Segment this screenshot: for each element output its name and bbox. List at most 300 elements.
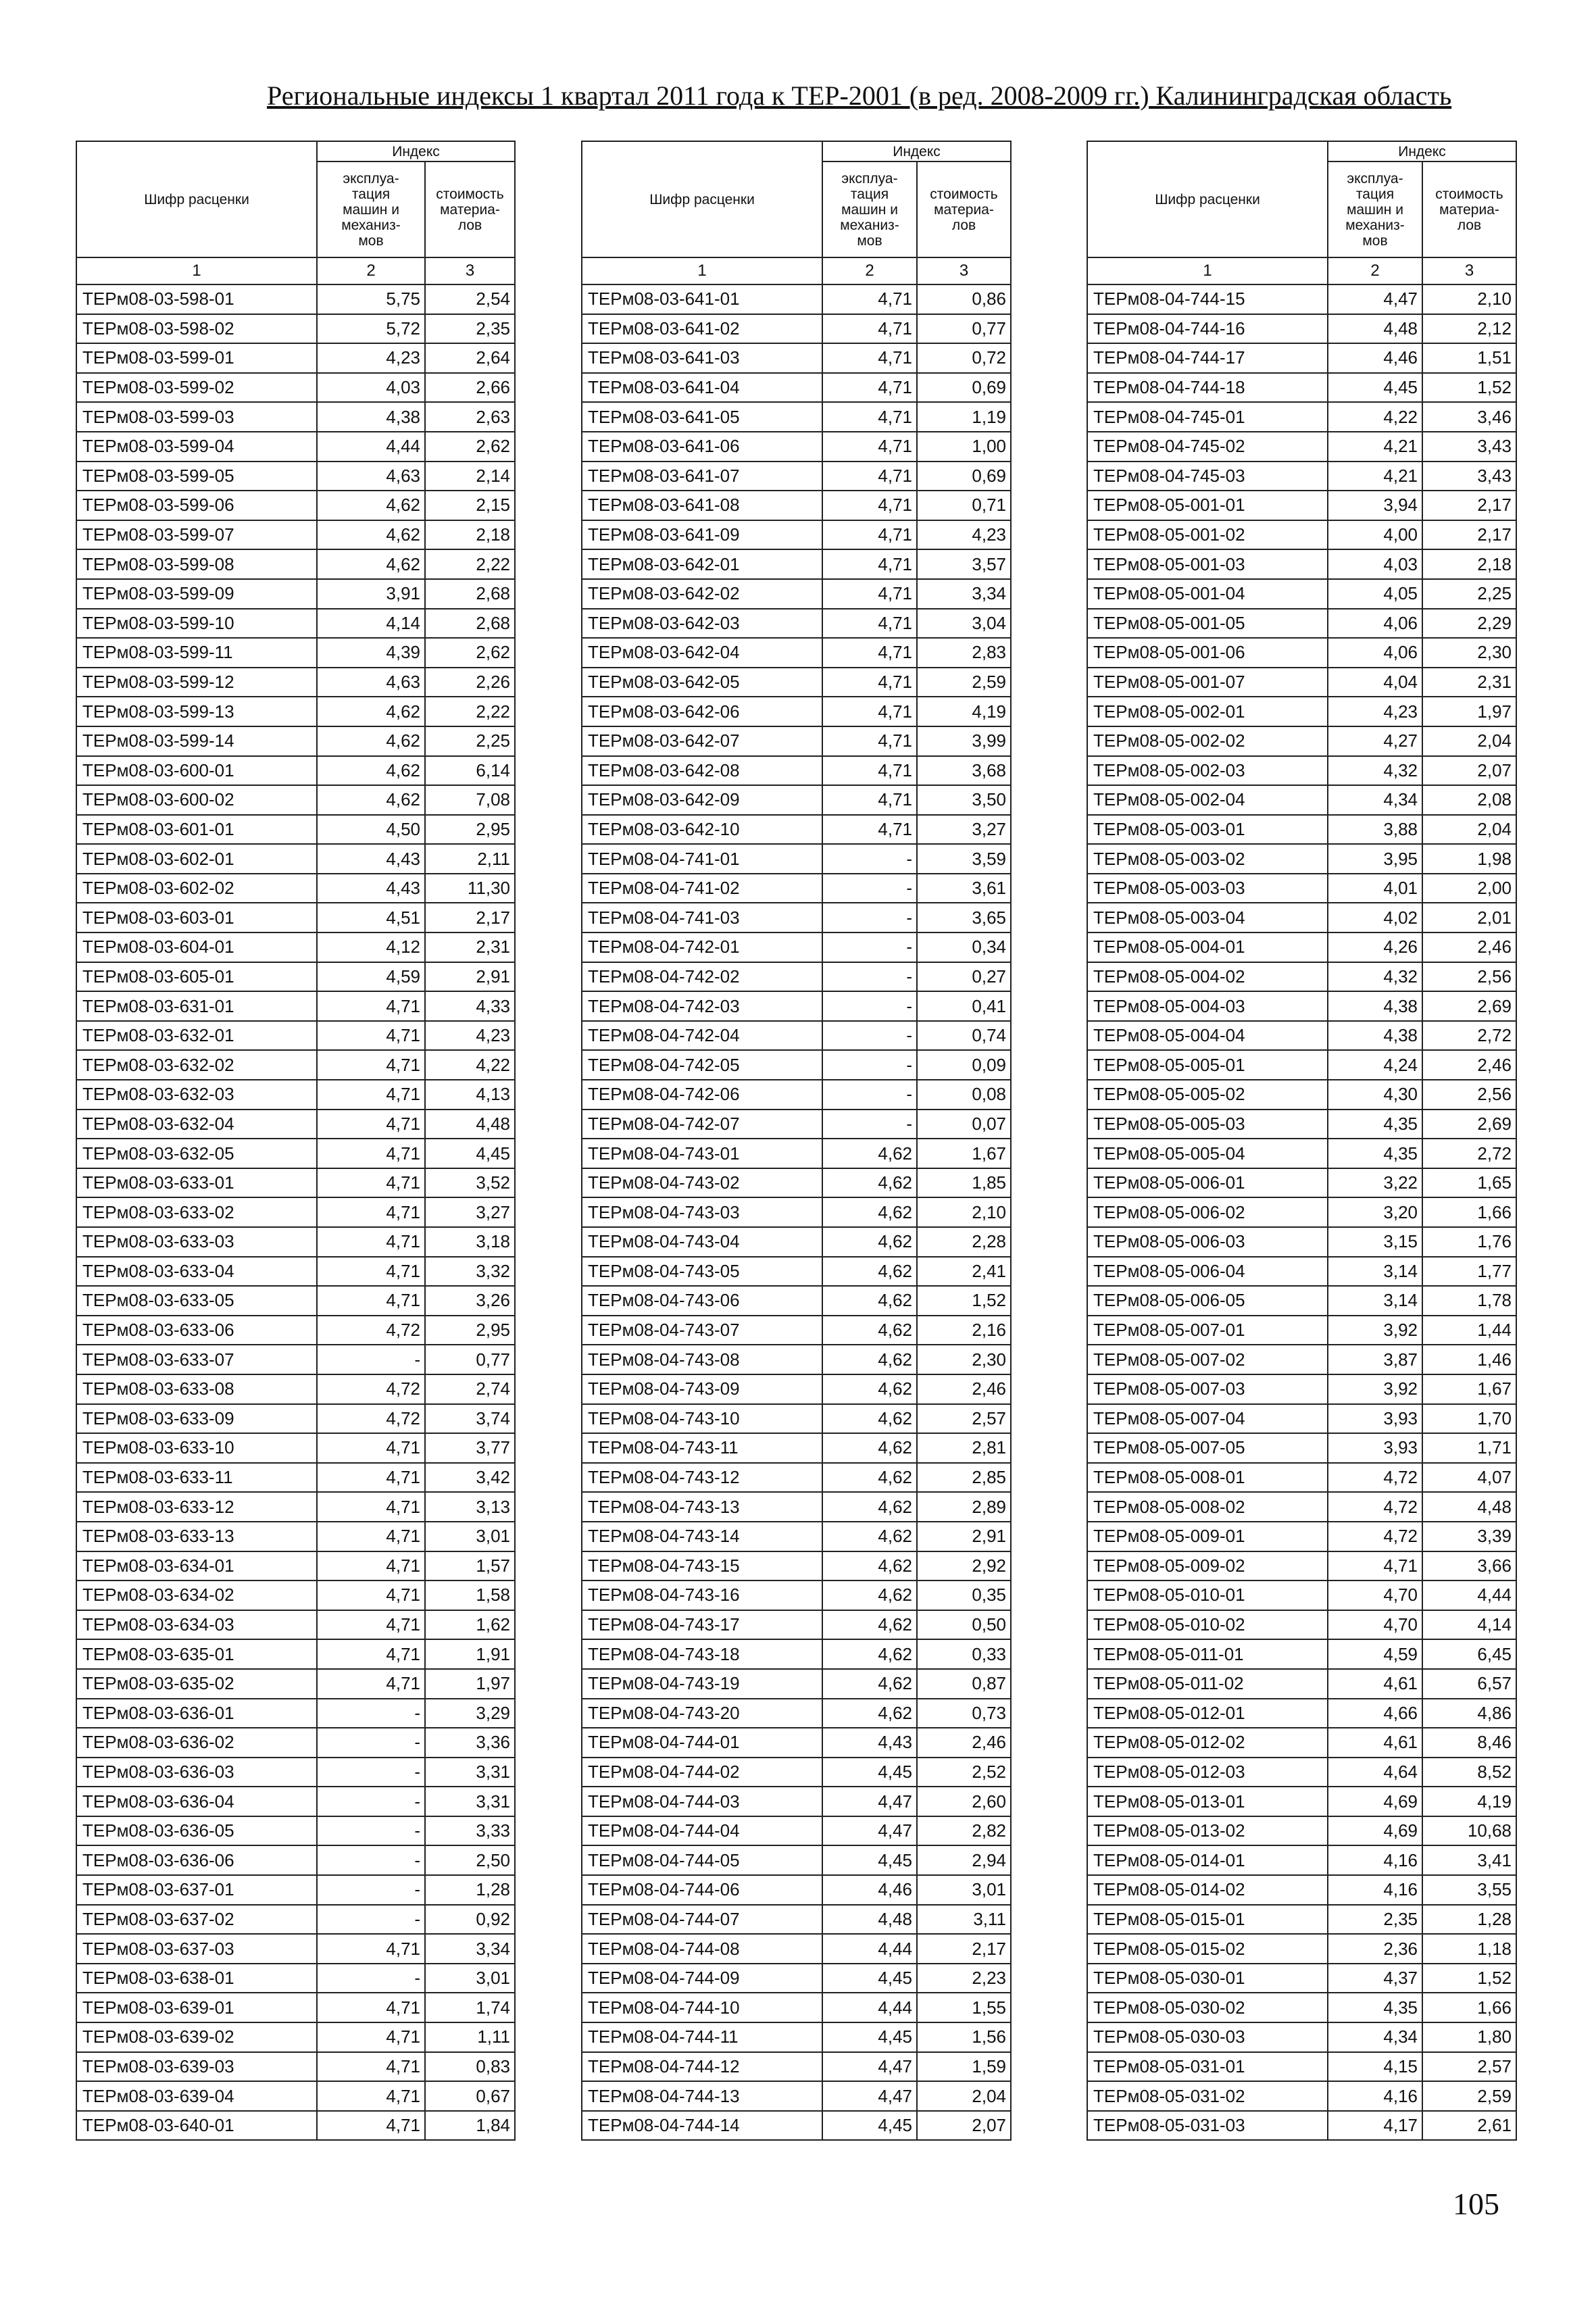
table-row (582, 1787, 1011, 1816)
rate-code: ТЕРм08-05-012-02 (1087, 1728, 1328, 1758)
table-row (76, 1286, 515, 1316)
rate-code: ТЕРм08-05-008-01 (1087, 1463, 1328, 1493)
table-row (76, 2081, 515, 2111)
machines-index: 4,71 (822, 491, 917, 520)
machines-index: 4,35 (1328, 1110, 1422, 1139)
table-row (76, 1610, 515, 1640)
materials-index: 1,66 (1422, 1197, 1516, 1227)
rate-code: ТЕРм08-04-743-09 (582, 1374, 822, 1404)
table-row (76, 1551, 515, 1581)
table-row (76, 1669, 515, 1699)
machines-index: 4,62 (317, 785, 425, 815)
table-row (582, 520, 1011, 550)
materials-index: 0,09 (917, 1050, 1011, 1080)
materials-index: 2,72 (1422, 1139, 1516, 1168)
materials-index: 3,26 (425, 1286, 515, 1316)
rate-code: ТЕРм08-03-599-04 (76, 432, 317, 462)
materials-index: 3,34 (425, 1934, 515, 1964)
rate-code: ТЕРм08-03-640-01 (76, 2111, 317, 2141)
rate-code: ТЕРм08-05-012-03 (1087, 1758, 1328, 1787)
machines-index: 4,44 (822, 1934, 917, 1964)
materials-index: 1,65 (1422, 1168, 1516, 1198)
materials-index: 1,52 (1422, 373, 1516, 403)
machines-index: 4,06 (1328, 609, 1422, 639)
materials-index: 3,31 (425, 1758, 515, 1787)
materials-index: 8,52 (1422, 1758, 1516, 1787)
machines-index: 4,24 (1328, 1050, 1422, 1080)
machines-index: 3,88 (1328, 815, 1422, 845)
materials-index: 2,07 (1422, 756, 1516, 786)
rate-code: ТЕРм08-03-633-07 (76, 1345, 317, 1374)
table-row (76, 1404, 515, 1434)
materials-index: 2,95 (425, 1316, 515, 1345)
column-number: 3 (425, 257, 515, 284)
rate-code: ТЕРм08-05-002-01 (1087, 697, 1328, 726)
machines-index: 4,62 (822, 1316, 917, 1345)
table-row (76, 520, 515, 550)
table-row (1087, 668, 1516, 697)
table-row (582, 991, 1011, 1021)
table-row (582, 373, 1011, 403)
materials-index: 3,77 (425, 1433, 515, 1463)
rate-code: ТЕРм08-03-601-01 (76, 815, 317, 845)
table-row (1087, 1934, 1516, 1964)
table-row (1087, 1551, 1516, 1581)
materials-index: 2,15 (425, 491, 515, 520)
table-row (76, 1374, 515, 1404)
table-row (76, 373, 515, 403)
table-row (1087, 638, 1516, 668)
table-row (76, 1197, 515, 1227)
machines-index: - (822, 962, 917, 992)
table-row (1087, 1139, 1516, 1168)
materials-index: 3,34 (917, 579, 1011, 609)
machines-index: 4,06 (1328, 638, 1422, 668)
materials-index: 2,81 (917, 1433, 1011, 1463)
table-row (1087, 1345, 1516, 1374)
materials-index: 1,74 (425, 1993, 515, 2022)
materials-index: 4,86 (1422, 1699, 1516, 1728)
table-row (582, 1934, 1011, 1964)
table-row (76, 1345, 515, 1374)
table-row (76, 1316, 515, 1345)
rate-code: ТЕРм08-04-744-11 (582, 2022, 822, 2052)
machines-index: 4,62 (317, 520, 425, 550)
materials-index: 11,30 (425, 874, 515, 903)
rate-code: ТЕРм08-03-599-05 (76, 462, 317, 491)
header-index: Индекс (822, 141, 1011, 161)
table-row (1087, 1197, 1516, 1227)
machines-index: 4,71 (317, 2022, 425, 2052)
rate-code: ТЕРм08-03-633-02 (76, 1197, 317, 1227)
machines-index: 4,71 (1328, 1551, 1422, 1581)
materials-index: 2,12 (1422, 314, 1516, 344)
rate-code: ТЕРм08-04-744-09 (582, 1964, 822, 1993)
rate-code: ТЕРм08-04-741-03 (582, 903, 822, 932)
materials-index: 6,45 (1422, 1639, 1516, 1669)
rate-code: ТЕРм08-05-031-01 (1087, 2052, 1328, 2082)
materials-index: 2,14 (425, 462, 515, 491)
materials-index: 2,66 (425, 373, 515, 403)
rate-code: ТЕРм08-03-633-05 (76, 1286, 317, 1316)
table-row (1087, 1492, 1516, 1522)
materials-index: 2,57 (917, 1404, 1011, 1434)
materials-index: 3,59 (917, 844, 1011, 874)
materials-index: 2,69 (1422, 991, 1516, 1021)
rate-code: ТЕРм08-05-012-01 (1087, 1699, 1328, 1728)
rate-code: ТЕРм08-04-744-02 (582, 1758, 822, 1787)
table-row (1087, 402, 1516, 432)
machines-index: 4,71 (822, 520, 917, 550)
materials-index: 2,72 (1422, 1021, 1516, 1051)
rate-code: ТЕРм08-04-744-01 (582, 1728, 822, 1758)
machines-index: 4,71 (822, 756, 917, 786)
table-row (1087, 1050, 1516, 1080)
table-row (76, 343, 515, 373)
machines-index: 4,71 (317, 1257, 425, 1287)
header-code: Шифр расценки (582, 141, 822, 257)
table-row (582, 1522, 1011, 1551)
machines-index: 4,72 (317, 1374, 425, 1404)
rate-code: ТЕРм08-05-007-01 (1087, 1316, 1328, 1345)
machines-index: 4,45 (822, 2022, 917, 2052)
table-row (582, 2111, 1011, 2141)
machines-index: 4,23 (1328, 697, 1422, 726)
table-row (1087, 2052, 1516, 2082)
materials-index: 0,77 (917, 314, 1011, 344)
materials-index: 4,45 (425, 1139, 515, 1168)
table-row (582, 1345, 1011, 1374)
machines-index: - (317, 1816, 425, 1846)
rate-code: ТЕРм08-05-001-02 (1087, 520, 1328, 550)
materials-index: 1,80 (1422, 2022, 1516, 2052)
materials-index: 1,52 (917, 1286, 1011, 1316)
materials-index: 2,25 (1422, 579, 1516, 609)
rate-code: ТЕРм08-04-745-01 (1087, 402, 1328, 432)
machines-index: 4,69 (1328, 1787, 1422, 1816)
machines-index: - (317, 1964, 425, 1993)
machines-index: 4,71 (822, 815, 917, 845)
table-row (76, 1905, 515, 1935)
materials-index: 0,74 (917, 1021, 1011, 1051)
machines-index: 4,02 (1328, 903, 1422, 932)
machines-index: 4,71 (822, 549, 917, 579)
table-row (76, 903, 515, 932)
materials-index: 3,33 (425, 1816, 515, 1846)
machines-index: 4,71 (317, 1139, 425, 1168)
materials-index: 2,59 (917, 668, 1011, 697)
materials-index: 1,55 (917, 1993, 1011, 2022)
machines-index: 4,62 (822, 1522, 917, 1551)
materials-index: 4,14 (1422, 1610, 1516, 1640)
table-row (1087, 1905, 1516, 1935)
machines-index: 4,21 (1328, 462, 1422, 491)
machines-index: - (317, 1875, 425, 1905)
machines-index: 4,47 (822, 1787, 917, 1816)
table-row (1087, 609, 1516, 639)
materials-index: 3,27 (917, 815, 1011, 845)
machines-index: 4,30 (1328, 1080, 1422, 1110)
machines-index: 4,71 (317, 1168, 425, 1198)
materials-index: 2,29 (1422, 609, 1516, 639)
materials-index: 0,35 (917, 1580, 1011, 1610)
table-row (1087, 1080, 1516, 1110)
machines-index: 5,75 (317, 284, 425, 314)
header-code: Шифр расценки (76, 141, 317, 257)
machines-index: 4,71 (822, 284, 917, 314)
table-row (582, 1316, 1011, 1345)
materials-index: 3,36 (425, 1728, 515, 1758)
table-row (582, 343, 1011, 373)
machines-index: 4,62 (822, 1492, 917, 1522)
materials-index: 8,46 (1422, 1728, 1516, 1758)
page-number: 105 (1453, 2187, 1499, 2221)
machines-index: 4,47 (822, 2081, 917, 2111)
machines-index: 4,66 (1328, 1699, 1422, 1728)
table-row (1087, 874, 1516, 903)
materials-index: 1,44 (1422, 1316, 1516, 1345)
rate-code: ТЕРм08-05-004-02 (1087, 962, 1328, 992)
machines-index: 4,71 (822, 697, 917, 726)
rate-code: ТЕРм08-03-639-02 (76, 2022, 317, 2052)
materials-index: 0,73 (917, 1699, 1011, 1728)
materials-index: 1,67 (1422, 1374, 1516, 1404)
rate-code: ТЕРм08-03-603-01 (76, 903, 317, 932)
materials-index: 2,26 (425, 668, 515, 697)
rate-code: ТЕРм08-04-743-04 (582, 1227, 822, 1257)
machines-index: 4,47 (822, 2052, 917, 2082)
rate-code: ТЕРм08-03-633-01 (76, 1168, 317, 1198)
rate-code: ТЕРм08-03-599-11 (76, 638, 317, 668)
machines-index: 3,14 (1328, 1286, 1422, 1316)
rate-code: ТЕРм08-03-599-01 (76, 343, 317, 373)
table-row (1087, 2022, 1516, 2052)
machines-index: 3,20 (1328, 1197, 1422, 1227)
machines-index: 4,71 (317, 1580, 425, 1610)
table-row (582, 2022, 1011, 2052)
rate-code: ТЕРм08-03-636-06 (76, 1845, 317, 1875)
rate-code: ТЕРм08-03-642-03 (582, 609, 822, 639)
machines-index: 4,71 (317, 2111, 425, 2141)
table-row (582, 1816, 1011, 1846)
machines-index: 4,71 (317, 1110, 425, 1139)
materials-index: 3,39 (1422, 1522, 1516, 1551)
materials-index: 2,62 (425, 638, 515, 668)
table-row (1087, 1110, 1516, 1139)
machines-index: - (317, 1345, 425, 1374)
materials-index: 2,31 (425, 932, 515, 962)
table-row (76, 785, 515, 815)
rate-code: ТЕРм08-04-744-14 (582, 2111, 822, 2141)
rate-code: ТЕРм08-03-636-03 (76, 1758, 317, 1787)
machines-index: 4,71 (317, 1463, 425, 1493)
materials-index: 1,59 (917, 2052, 1011, 2082)
table-row (1087, 1639, 1516, 1669)
rate-code: ТЕРм08-04-745-02 (1087, 432, 1328, 462)
machines-index: 4,03 (317, 373, 425, 403)
machines-index: 4,16 (1328, 1875, 1422, 1905)
materials-index: 3,61 (917, 874, 1011, 903)
table-row (582, 1845, 1011, 1875)
table-row (582, 1875, 1011, 1905)
rate-code: ТЕРм08-05-001-04 (1087, 579, 1328, 609)
machines-index: 4,61 (1328, 1669, 1422, 1699)
rate-code: ТЕРм08-03-600-01 (76, 756, 317, 786)
rate-code: ТЕРм08-03-636-04 (76, 1787, 317, 1816)
table-row (582, 874, 1011, 903)
machines-index: 4,62 (317, 726, 425, 756)
rate-code: ТЕРм08-05-007-03 (1087, 1374, 1328, 1404)
rate-code: ТЕРм08-04-743-20 (582, 1699, 822, 1728)
rate-code: ТЕРм08-03-641-04 (582, 373, 822, 403)
materials-index: 2,68 (425, 609, 515, 639)
rate-code: ТЕРм08-05-002-04 (1087, 785, 1328, 815)
table-row (76, 2052, 515, 2082)
table-row (582, 1433, 1011, 1463)
rate-code: ТЕРм08-03-599-09 (76, 579, 317, 609)
materials-index: 2,85 (917, 1463, 1011, 1493)
table-row (1087, 1316, 1516, 1345)
rate-code: ТЕРм08-05-006-02 (1087, 1197, 1328, 1227)
table-row (76, 1993, 515, 2022)
machines-index: 3,94 (1328, 491, 1422, 520)
machines-index: 4,62 (822, 1168, 917, 1198)
table-row (582, 668, 1011, 697)
machines-index: 4,71 (317, 1639, 425, 1669)
machines-index: 4,59 (1328, 1639, 1422, 1669)
machines-index: 4,62 (822, 1227, 917, 1257)
rate-code: ТЕРм08-04-743-03 (582, 1197, 822, 1227)
materials-index: 2,16 (917, 1316, 1011, 1345)
table-row (1087, 343, 1516, 373)
table-row (582, 1905, 1011, 1935)
table-row (582, 579, 1011, 609)
machines-index: 4,05 (1328, 579, 1422, 609)
machines-index: 4,38 (317, 402, 425, 432)
table-row (76, 1139, 515, 1168)
machines-index: 4,71 (317, 1610, 425, 1640)
materials-index: 2,22 (425, 549, 515, 579)
rate-code: ТЕРм08-03-598-01 (76, 284, 317, 314)
machines-index: 2,35 (1328, 1905, 1422, 1935)
materials-index: 3,01 (425, 1522, 515, 1551)
rate-code: ТЕРм08-03-641-01 (582, 284, 822, 314)
materials-index: 2,91 (917, 1522, 1011, 1551)
rate-code: ТЕРм08-03-633-12 (76, 1492, 317, 1522)
machines-index: 4,62 (822, 1286, 917, 1316)
header-materials: стоимость материа- лов (1422, 161, 1516, 257)
machines-index: 4,00 (1328, 520, 1422, 550)
machines-index: 4,62 (822, 1551, 917, 1581)
table-row (582, 491, 1011, 520)
materials-index: 3,01 (917, 1875, 1011, 1905)
rate-code: ТЕРм08-03-632-05 (76, 1139, 317, 1168)
table-row (76, 756, 515, 786)
materials-index: 3,66 (1422, 1551, 1516, 1581)
table-row (1087, 697, 1516, 726)
table-row (582, 1139, 1011, 1168)
table-row (76, 1433, 515, 1463)
rate-code: ТЕРм08-05-004-01 (1087, 932, 1328, 962)
table-row (1087, 373, 1516, 403)
rate-code: ТЕРм08-05-006-03 (1087, 1227, 1328, 1257)
rate-code: ТЕРм08-04-742-05 (582, 1050, 822, 1080)
materials-index: 2,91 (425, 962, 515, 992)
machines-index: - (317, 1905, 425, 1935)
rate-code: ТЕРм08-04-741-01 (582, 844, 822, 874)
materials-index: 1,57 (425, 1551, 515, 1581)
materials-index: 0,07 (917, 1110, 1011, 1139)
rate-code: ТЕРм08-05-005-01 (1087, 1050, 1328, 1080)
materials-index: 1,00 (917, 432, 1011, 462)
rate-code: ТЕРм08-05-009-01 (1087, 1522, 1328, 1551)
index-table-1 (76, 141, 516, 2141)
table-row (582, 1050, 1011, 1080)
rate-code: ТЕРм08-03-637-01 (76, 1875, 317, 1905)
materials-index: 2,54 (425, 284, 515, 314)
table-row (582, 314, 1011, 344)
table-row (76, 1845, 515, 1875)
rate-code: ТЕРм08-03-634-01 (76, 1551, 317, 1581)
machines-index: 4,62 (822, 1639, 917, 1669)
machines-index: 3,93 (1328, 1404, 1422, 1434)
table-row (76, 1110, 515, 1139)
rate-code: ТЕРм08-05-001-05 (1087, 609, 1328, 639)
rate-code: ТЕРм08-05-010-02 (1087, 1610, 1328, 1640)
table-row (582, 1463, 1011, 1493)
materials-index: 4,19 (1422, 1787, 1516, 1816)
machines-index: 4,71 (317, 1227, 425, 1257)
machines-index: 4,43 (317, 874, 425, 903)
table-row (76, 1080, 515, 1110)
table-row (1087, 1286, 1516, 1316)
rate-code: ТЕРм08-05-015-01 (1087, 1905, 1328, 1935)
machines-index: 4,48 (822, 1905, 917, 1935)
rate-code: ТЕРм08-05-003-04 (1087, 903, 1328, 932)
machines-index: - (822, 1021, 917, 1051)
machines-index: 4,71 (822, 402, 917, 432)
machines-index: 4,47 (822, 1816, 917, 1846)
materials-index: 1,78 (1422, 1286, 1516, 1316)
rate-code: ТЕРм08-03-599-03 (76, 402, 317, 432)
table-row (76, 638, 515, 668)
materials-index: 2,23 (917, 1964, 1011, 1993)
rate-code: ТЕРм08-04-744-13 (582, 2081, 822, 2111)
header-index: Индекс (1328, 141, 1516, 161)
table-row (76, 1758, 515, 1787)
column-number: 2 (822, 257, 917, 284)
materials-index: 1,85 (917, 1168, 1011, 1198)
machines-index: 3,92 (1328, 1374, 1422, 1404)
rate-code: ТЕРм08-05-005-02 (1087, 1080, 1328, 1110)
materials-index: 2,04 (917, 2081, 1011, 2111)
materials-index: 6,57 (1422, 1669, 1516, 1699)
machines-index: 4,62 (317, 697, 425, 726)
machines-index: 3,87 (1328, 1345, 1422, 1374)
machines-index: 4,21 (1328, 432, 1422, 462)
rate-code: ТЕРм08-05-010-01 (1087, 1580, 1328, 1610)
materials-index: 2,01 (1422, 903, 1516, 932)
materials-index: 1,56 (917, 2022, 1011, 2052)
materials-index: 2,31 (1422, 668, 1516, 697)
materials-index: 3,32 (425, 1257, 515, 1287)
materials-index: 2,68 (425, 579, 515, 609)
table-row (76, 1168, 515, 1198)
table-row (582, 697, 1011, 726)
materials-index: 3,55 (1422, 1875, 1516, 1905)
table-row (582, 609, 1011, 639)
rate-code: ТЕРм08-03-599-02 (76, 373, 317, 403)
